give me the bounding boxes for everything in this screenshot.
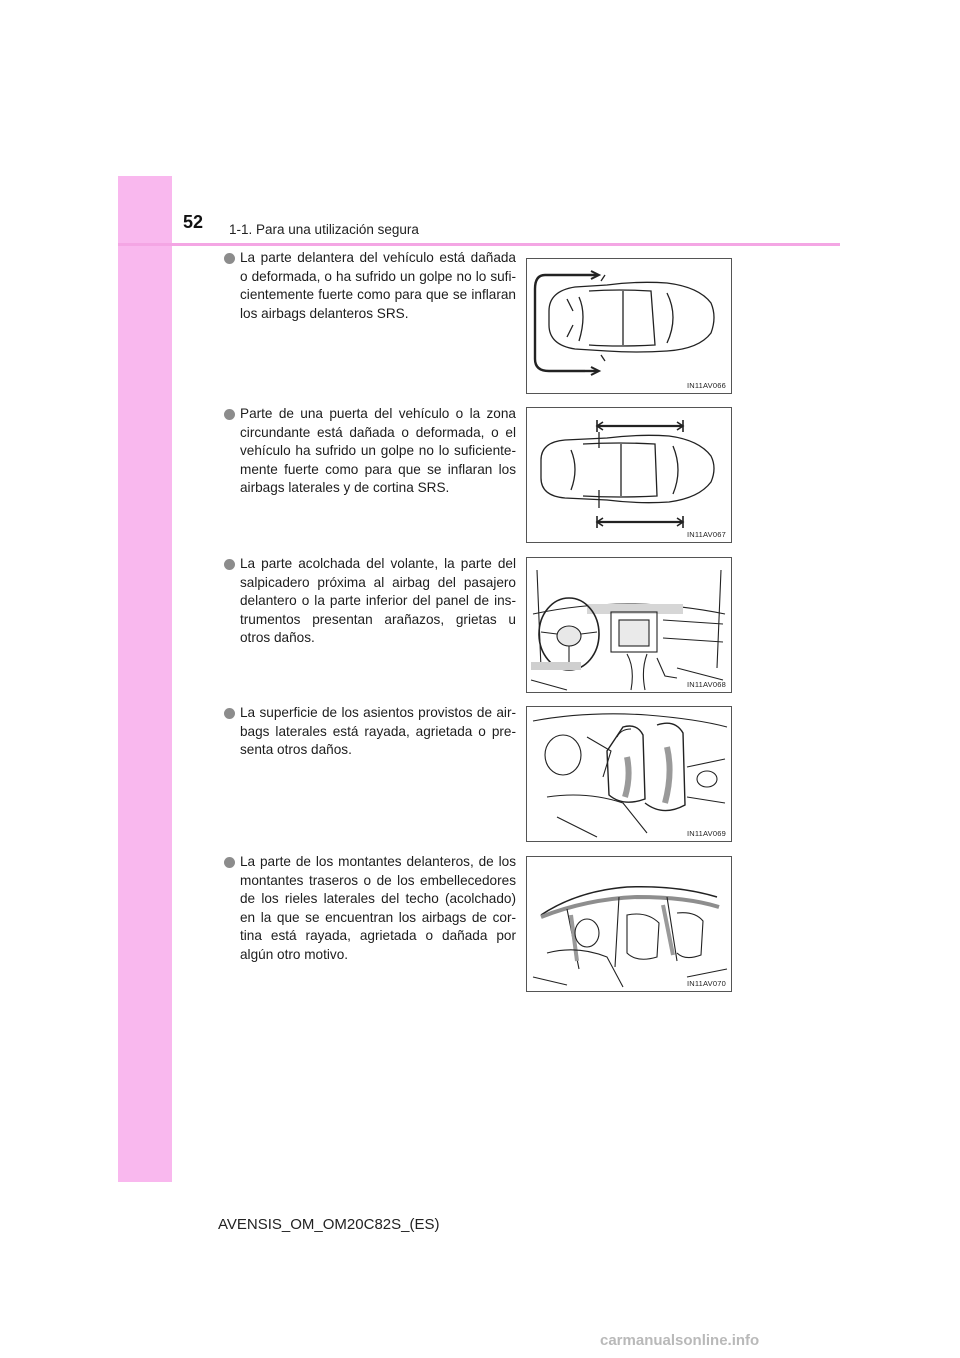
section-title: 1-1. Para una utilización segura bbox=[229, 222, 419, 237]
watermark: carmanualsonline.info bbox=[600, 1332, 760, 1349]
car-top-view-front-impact-icon bbox=[527, 259, 731, 393]
front-seats-illustration-icon bbox=[527, 707, 731, 841]
item-text: La superficie de los asientos provistos de air-bags laterales está rayada, agrietada o pre-senta otros daños. bbox=[240, 705, 516, 758]
figure-seats bbox=[526, 706, 732, 842]
dashboard-illustration-icon bbox=[527, 558, 731, 692]
list-item bbox=[224, 249, 516, 323]
page-number: 52 bbox=[183, 212, 204, 232]
figure-pillars bbox=[526, 856, 732, 992]
chapter-side-tab bbox=[118, 176, 172, 1182]
figure-code: IN11AV068 bbox=[686, 680, 726, 689]
document-code: AVENSIS_OM_OM20C82S_(ES) bbox=[218, 1216, 440, 1233]
item-text: Parte de una puerta del vehículo o la zona circundante está dañada o deformada, o el vehículo ha sufrido un golpe no lo suficiente-mente fuerte como para que se inflaran los airbags laterales y de cortina SRS. bbox=[240, 406, 516, 496]
figure-side-impact bbox=[526, 407, 732, 543]
figure-code: IN11AV070 bbox=[686, 979, 726, 988]
bullet-icon bbox=[224, 857, 235, 868]
bullet-icon bbox=[224, 559, 235, 570]
item-text: La parte delantera del vehículo está dañada o deformada, o ha sufrido un golpe no lo sufi-cientemente fuerte como para que se inflaran los airbags delanteros SRS. bbox=[240, 250, 516, 321]
list-item bbox=[224, 853, 516, 965]
list-item bbox=[224, 405, 516, 498]
item-text: La parte de los montantes delanteros, de los montantes traseros o de los embellecedores de los rieles laterales del techo (acolchado) en la que se encuentran los airbags de cor-tina está rayada, agrietada o dañada por algún otro motivo. bbox=[240, 854, 516, 962]
car-top-view-side-impact-icon bbox=[527, 408, 731, 542]
figure-code: IN11AV069 bbox=[686, 829, 726, 838]
header-rule bbox=[118, 243, 840, 246]
figure-code: IN11AV066 bbox=[686, 381, 726, 390]
item-text: La parte acolchada del volante, la parte del salpicadero próxima al airbag del pasajero delantero o la parte inferior del panel de ins-trumentos presentan arañazos, grietas u otros daños. bbox=[240, 556, 516, 646]
figure-front-impact bbox=[526, 258, 732, 394]
figure-code: IN11AV067 bbox=[686, 530, 726, 539]
bullet-icon bbox=[224, 708, 235, 719]
cabin-pillars-illustration-icon bbox=[527, 857, 731, 991]
list-item bbox=[224, 555, 516, 648]
list-item bbox=[224, 704, 516, 760]
bullet-icon bbox=[224, 409, 235, 420]
figure-dashboard bbox=[526, 557, 732, 693]
bullet-icon bbox=[224, 253, 235, 264]
